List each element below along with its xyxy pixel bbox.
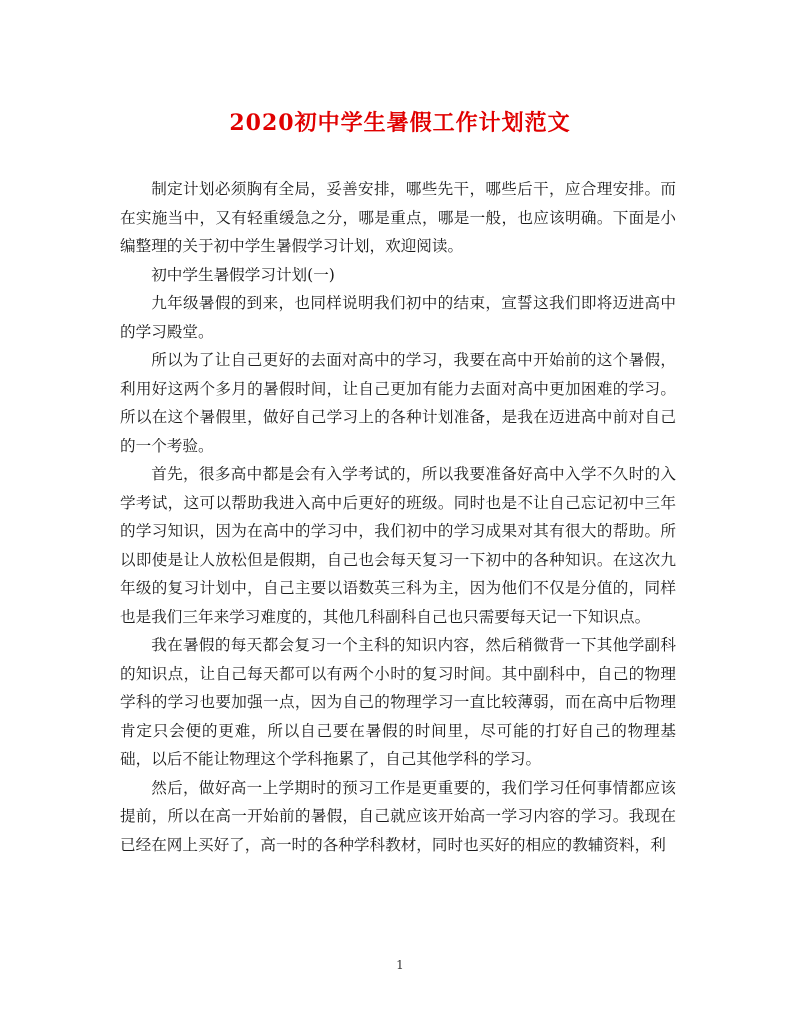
document-title: 2020初中学生暑假工作计划范文 [229,110,571,136]
paragraph-intro: 制定计划必须胸有全局，妥善安排，哪些先干，哪些后干，应合理安排。而在实施当中，又有轻重缓急之分，哪是重点，哪是一般，也应该明确。下面是小编整理的关于初中学生暑假学习计划，欢迎阅读。 [120,180,676,255]
paragraph: 然后，做好高一上学期时的预习工作是更重要的，我们学习任何事情都应该提前，所以在高一开始前的暑假，自己就应该开始高一学习内容的学习。我现在已经在网上买好了，高一时的各种学科教材，同时也买好的相应的教辅资料，利 [120,778,676,854]
section-heading: 初中学生暑假学习计划(一) [151,265,335,284]
page-number: 1 [396,958,404,972]
paragraph: 所以为了让自己更好的去面对高中的学习，我要在高中开始前的这个暑假，利用好这两个多月的暑假时间，让自己更加有能力去面对高中更加困难的学习。所以在这个暑假里，做好自己学习上的各种计划准备，是我在迈进高中前对自己的一个考验。 [120,351,676,455]
paragraph: 首先，很多高中都是会有入学考试的，所以我要准备好高中入学不久时的入学考试，这可以帮助我进入高中后更好的班级。同时也是不让自己忘记初中三年的学习知识，因为在高中的学习中，我们初中的学习成果对其有很大的帮助。所以即使是让人放松但是假期，自己也会每天复习一下初中的各种知识。在这次九年级的复习计划中，自己主要以语数英三科为主，因为他们不仅是分值的，同样也是我们三年来学习难度的，其他几科副科自己也只需要每天记一下知识点。 [120,465,676,626]
paragraph: 九年级暑假的到来，也同样说明我们初中的结束，宣誓这我们即将迈进高中的学习殿堂。 [120,294,676,341]
paragraph: 我在暑假的每天都会复习一个主科的知识内容，然后稍微背一下其他学副科的知识点，让自己每天都可以有两个小时的复习时间。其中副科中，自己的物理学科的学习也要加强一点，因为自己的物理学习一直比较薄弱，而在高中后物理肯定只会便的更难，所以自己要在暑假的时间里，尽可能的打好自己的物理基础，以后不能让物理这个学科拖累了，自己其他学科的学习。 [120,636,676,768]
document-body [120,175,676,859]
